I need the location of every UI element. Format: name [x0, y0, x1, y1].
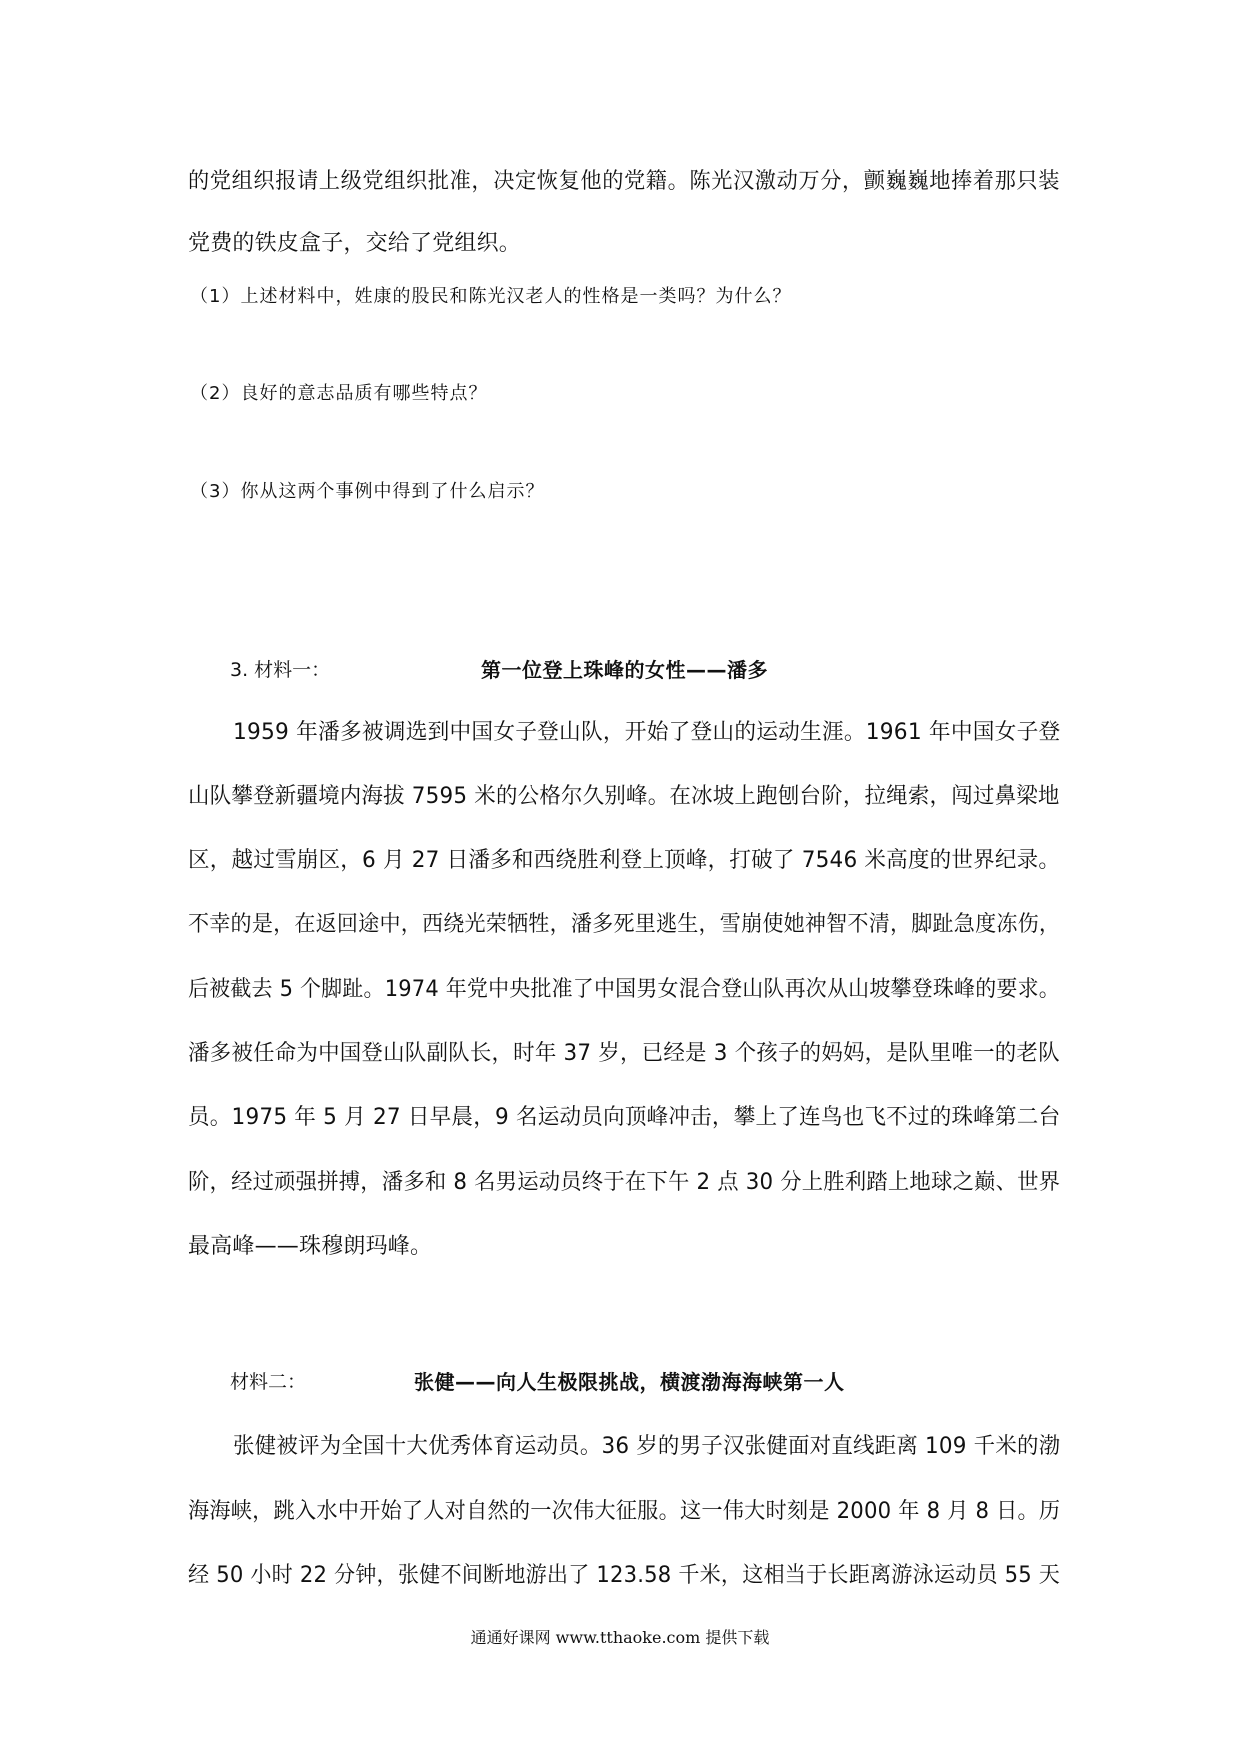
- question-1: （1）上述材料中，姓康的股民和陈光汉老人的性格是一类吗？为什么？: [190, 286, 792, 307]
- material-two-title: 张健——向人生极限挑战，横渡渤海海峡第一人: [414, 1370, 845, 1394]
- paragraph-line: 员。1975 年 5 月 27 日早晨，9 名运动员向顶峰冲击，攀上了连鸟也飞不过的珠峰第二台: [188, 1105, 1061, 1130]
- paragraph-line: 不幸的是，在返回途中，西绕光荣牺牲，潘多死里逃生，雪崩使她神智不清，脚趾急度冻伤，: [188, 912, 1061, 937]
- material-one-label: 3. 材料一：: [230, 659, 331, 681]
- paragraph-line: 党费的铁皮盒子，交给了党组织。: [188, 231, 522, 256]
- paragraph-line: 1959 年潘多被调选到中国女子登山队，开始了登山的运动生涯。1961 年中国女子登: [233, 720, 1061, 745]
- paragraph-line: 最高峰——珠穆朗玛峰。: [188, 1234, 433, 1259]
- paragraph-line: 经 50 小时 22 分钟，张健不间断地游出了 123.58 千米，这相当于长距离游泳运动员 55 天: [188, 1563, 1061, 1588]
- page-footer: 通通好课网 www.tthaoke.com 提供下载: [470, 1628, 770, 1647]
- paragraph-line: 后被截去 5 个脚趾。1974 年党中央批准了中国男女混合登山队再次从山坡攀登珠峰的要求。: [188, 977, 1060, 1002]
- paragraph-line: 潘多被任命为中国登山队副队长，时年 37 岁，已经是 3 个孩子的妈妈，是队里唯一的老队: [188, 1041, 1060, 1066]
- paragraph-line: 阶，经过顽强拼搏，潘多和 8 名男运动员终于在下午 2 点 30 分上胜利踏上地球之巅、世界: [188, 1170, 1061, 1195]
- material-one-title: 第一位登上珠峰的女性——潘多: [481, 658, 768, 682]
- paragraph-line: 海海峡，跳入水中开始了人对自然的一次伟大征服。这一伟大时刻是 2000 年 8 月 8 日。历: [188, 1499, 1061, 1524]
- paragraph-line: 的党组织报请上级党组织批准，决定恢复他的党籍。陈光汉激动万分，颤巍巍地捧着那只装: [188, 169, 1061, 194]
- paragraph-line: 区，越过雪崩区，6 月 27 日潘多和西绕胜利登上顶峰，打破了 7546 米高度的世界纪录。: [188, 848, 1061, 873]
- paragraph-line: 张健被评为全国十大优秀体育运动员。36 岁的男子汉张健面对直线距离 109 千米的渤: [233, 1434, 1061, 1459]
- question-3: （3）你从这两个事例中得到了什么启示？: [190, 481, 545, 502]
- question-2: （2）良好的意志品质有哪些特点？: [190, 383, 488, 404]
- material-two-label: 材料二：: [230, 1371, 307, 1393]
- paragraph-line: 山队攀登新疆境内海拔 7595 米的公格尔久别峰。在冰坡上跑刨台阶，拉绳索，闯过鼻梁地: [188, 784, 1060, 809]
